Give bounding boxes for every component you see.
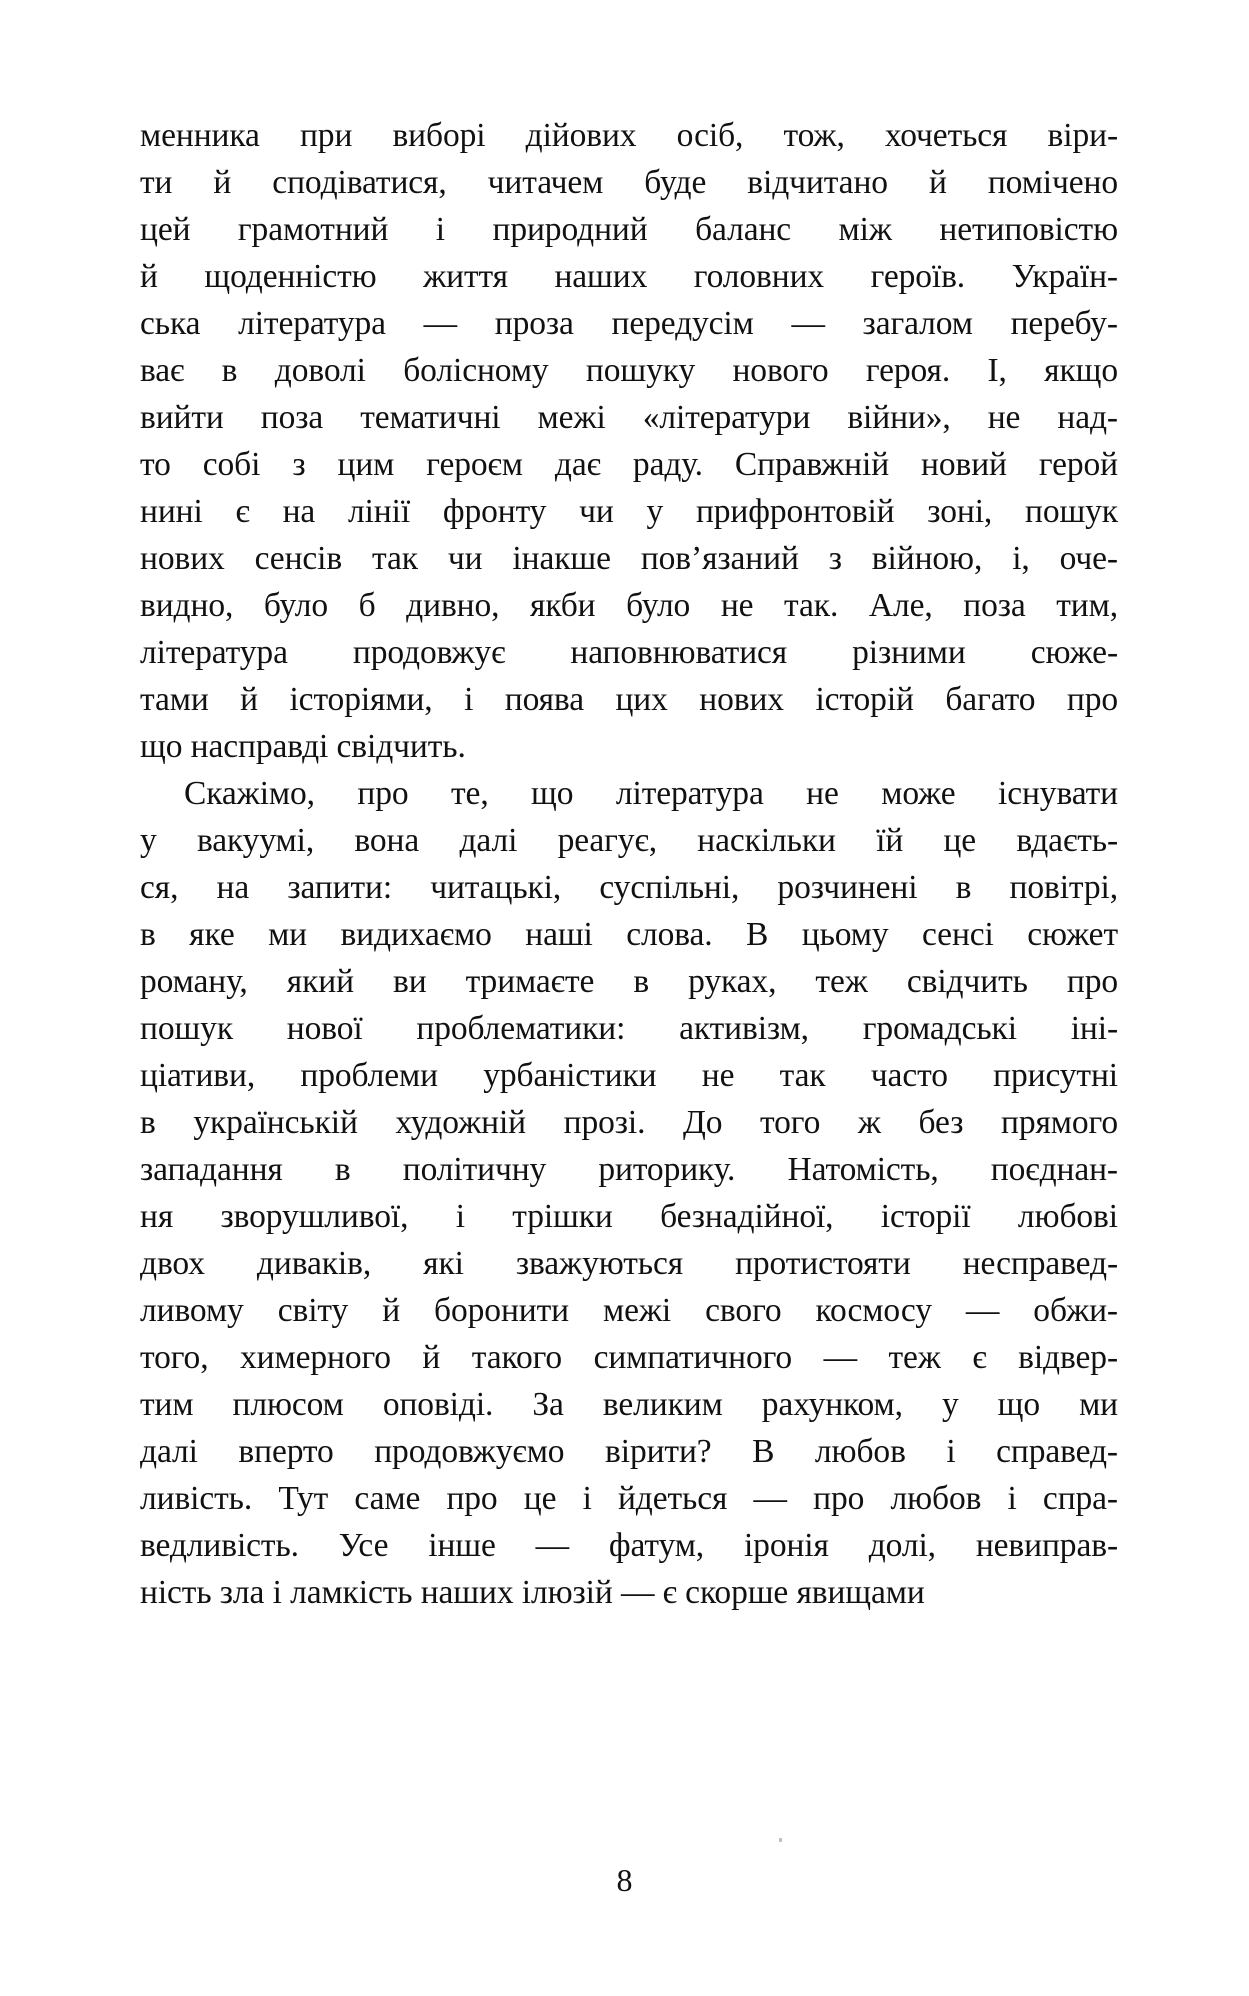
text-line: ти й сподіватися, читачем буде відчитано й помічено (140, 164, 1118, 201)
text-line: двох диваків, які зважуються протистояти несправед- (140, 1245, 1118, 1282)
text-line: ська література — проза передусім — загалом перебу- (140, 305, 1118, 342)
text-line: тами й історіями, і поява цих нових історій багато про (140, 681, 1118, 718)
text-line: вийти поза тематичні межі «літератури війни», не над- (140, 399, 1118, 436)
text-line: ся, на запити: читацькі, суспільні, розчинені в повітрі, (140, 869, 1118, 906)
text-line: ливість. Тут саме про це і йдеться — про любов і спра- (140, 1480, 1118, 1517)
text-line: в яке ми видихаємо наші слова. В цьому сенсі сюжет (140, 916, 1118, 953)
text-line: цей грамотний і природний баланс між нетиповістю (140, 211, 1118, 248)
text-line: у вакуумі, вона далі реагує, наскільки їй це вдаєть- (140, 822, 1118, 859)
text-line: ня зворушливої, і трішки безнадійної, історії любові (140, 1198, 1118, 1235)
text-line: ність зла і ламкість наших ілюзій — є скорше явищами (140, 1574, 925, 1611)
text-line: далі вперто продовжуємо вірити? В любов і справед- (140, 1433, 1118, 1470)
text-line: нині є на лінії фронту чи у прифронтовій зоні, пошук (140, 493, 1118, 530)
text-line: й щоденністю життя наших головних героїв. Україн- (140, 258, 1118, 295)
page-body-text (140, 112, 1118, 1616)
page-number: 8 (616, 1862, 633, 1898)
text-line: тим плюсом оповіді. За великим рахунком, у що ми (140, 1386, 1118, 1423)
text-line: того, химерного й такого симпатичного — теж є відвер- (140, 1339, 1118, 1376)
text-line: то собі з цим героєм дає раду. Справжній новий герой (140, 446, 1118, 483)
text-line: що насправді свідчить. (140, 728, 466, 765)
text-line: менника при виборі дійових осіб, тож, хочеться віри- (140, 117, 1118, 154)
text-line: література продовжує наповнюватися різними сюже- (140, 634, 1118, 671)
text-line: Скажімо, про те, що література не може існувати (184, 775, 1118, 812)
text-line: роману, який ви тримаєте в руках, теж свідчить про (140, 963, 1118, 1000)
text-line: видно, було б дивно, якби було не так. Але, поза тим, (140, 587, 1118, 624)
text-line: ціативи, проблеми урбаністики не так часто присутні (140, 1057, 1118, 1094)
text-line: нових сенсів так чи інакше пов’язаний з війною, і, оче- (140, 540, 1118, 577)
text-line: ведливість. Усе інше — фатум, іронія долі, невиправ- (140, 1527, 1118, 1564)
text-line: пошук нової проблематики: активізм, громадські іні- (140, 1010, 1118, 1047)
text-line: в українській художній прозі. До того ж без прямого (140, 1104, 1118, 1141)
scan-artifact-speck (779, 1838, 782, 1842)
text-line: ливому світу й боронити межі свого космосу — обжи- (140, 1292, 1118, 1329)
text-line: ває в доволі болісному пошуку нового героя. І, якщо (140, 352, 1118, 389)
text-line: западання в політичну риторику. Натомість, поєднан- (140, 1151, 1118, 1188)
